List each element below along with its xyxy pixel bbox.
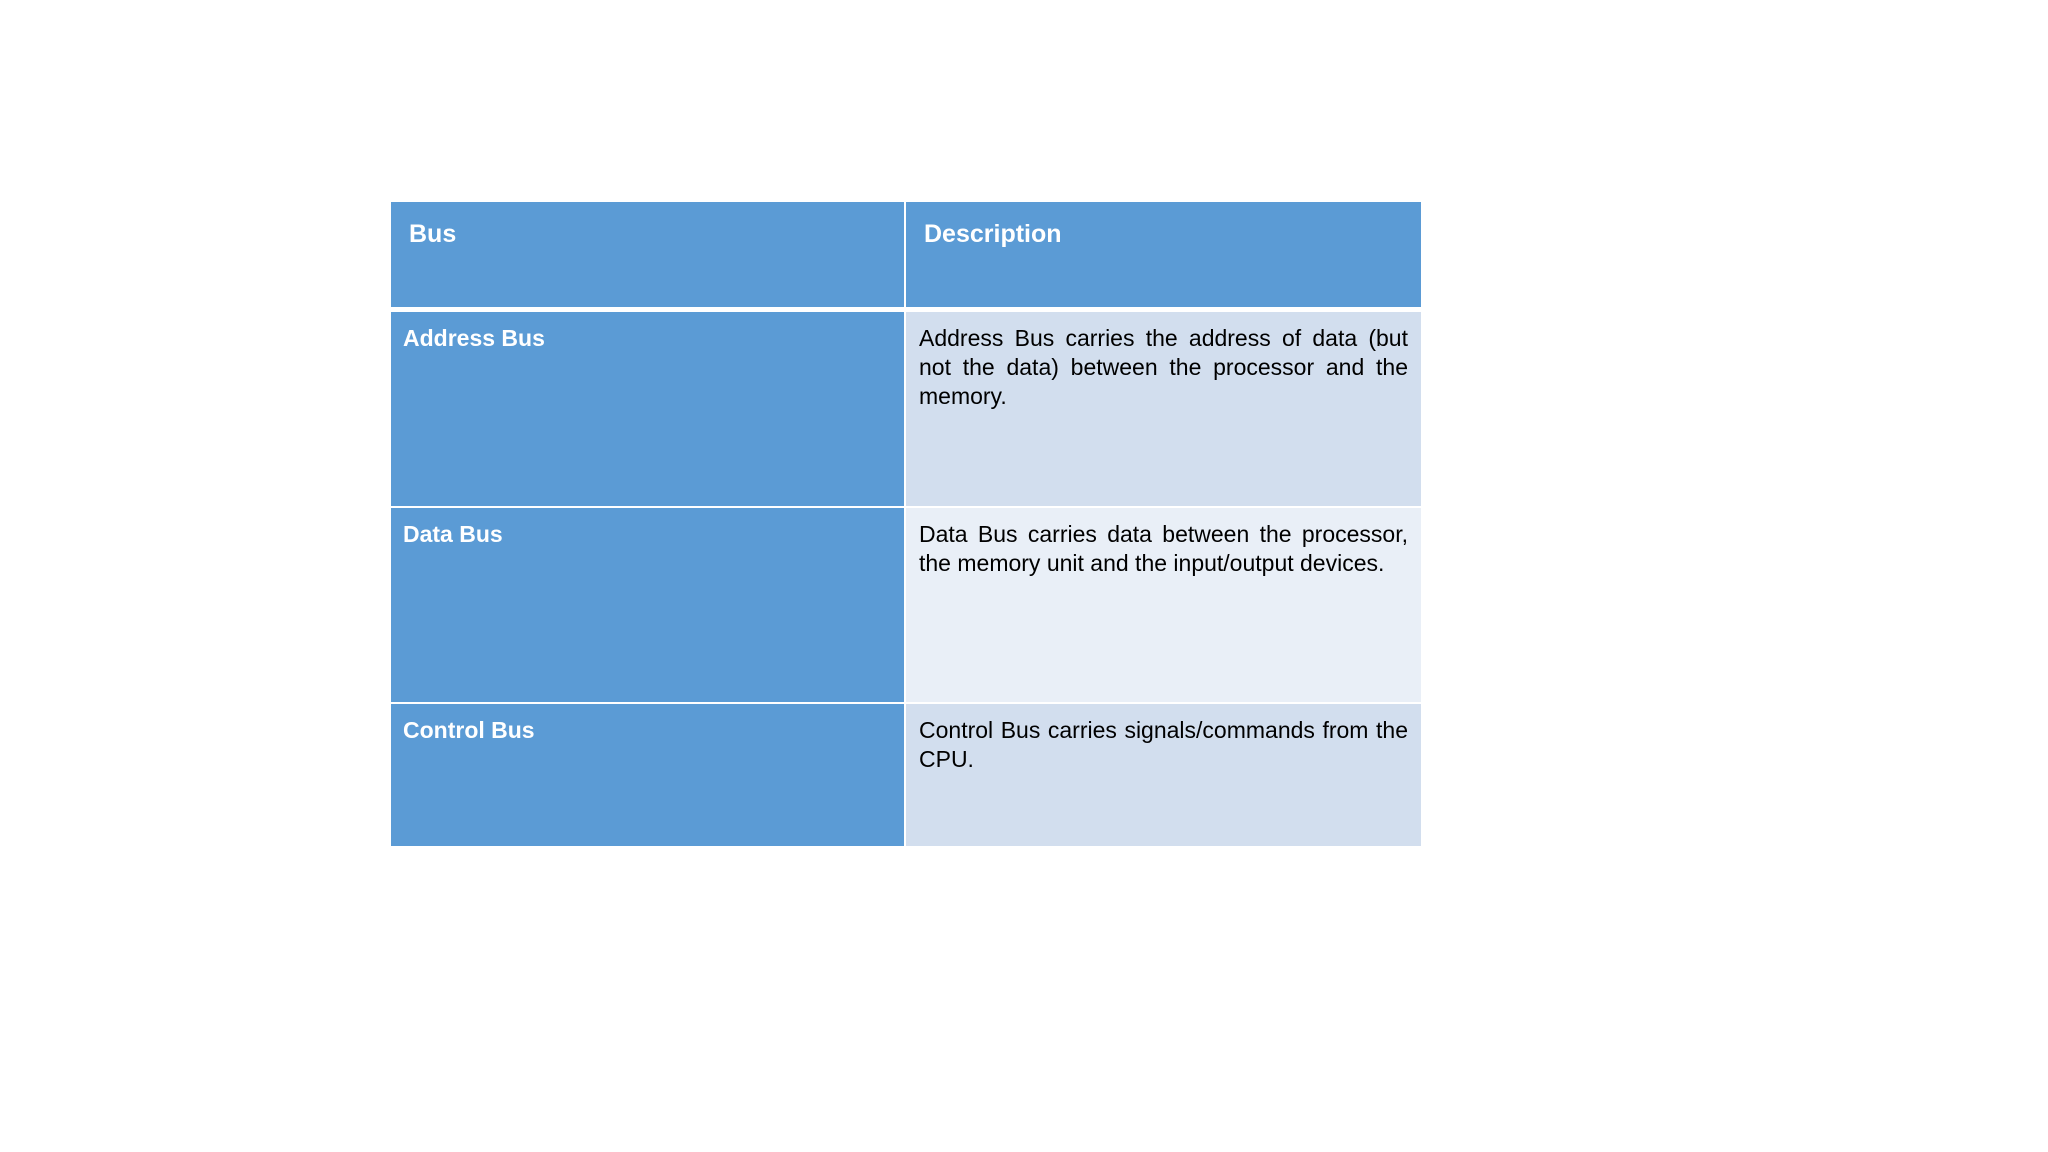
table-row [391,704,1421,846]
bus-name-cell: Address Bus [391,312,906,508]
bus-description-cell: Control Bus carries signals/commands from the CPU. [906,704,1421,846]
bus-table [391,202,1421,846]
bus-name-cell: Control Bus [391,704,906,846]
header-description: Description [906,202,1421,312]
bus-description-cell: Data Bus carries data between the processor, the memory unit and the input/output devices. [906,508,1421,704]
table-header-row [391,202,1421,312]
table-row [391,312,1421,508]
bus-description-cell: Address Bus carries the address of data (but not the data) between the processor and the memory. [906,312,1421,508]
header-bus: Bus [391,202,906,312]
table-row [391,508,1421,704]
bus-name-cell: Data Bus [391,508,906,704]
